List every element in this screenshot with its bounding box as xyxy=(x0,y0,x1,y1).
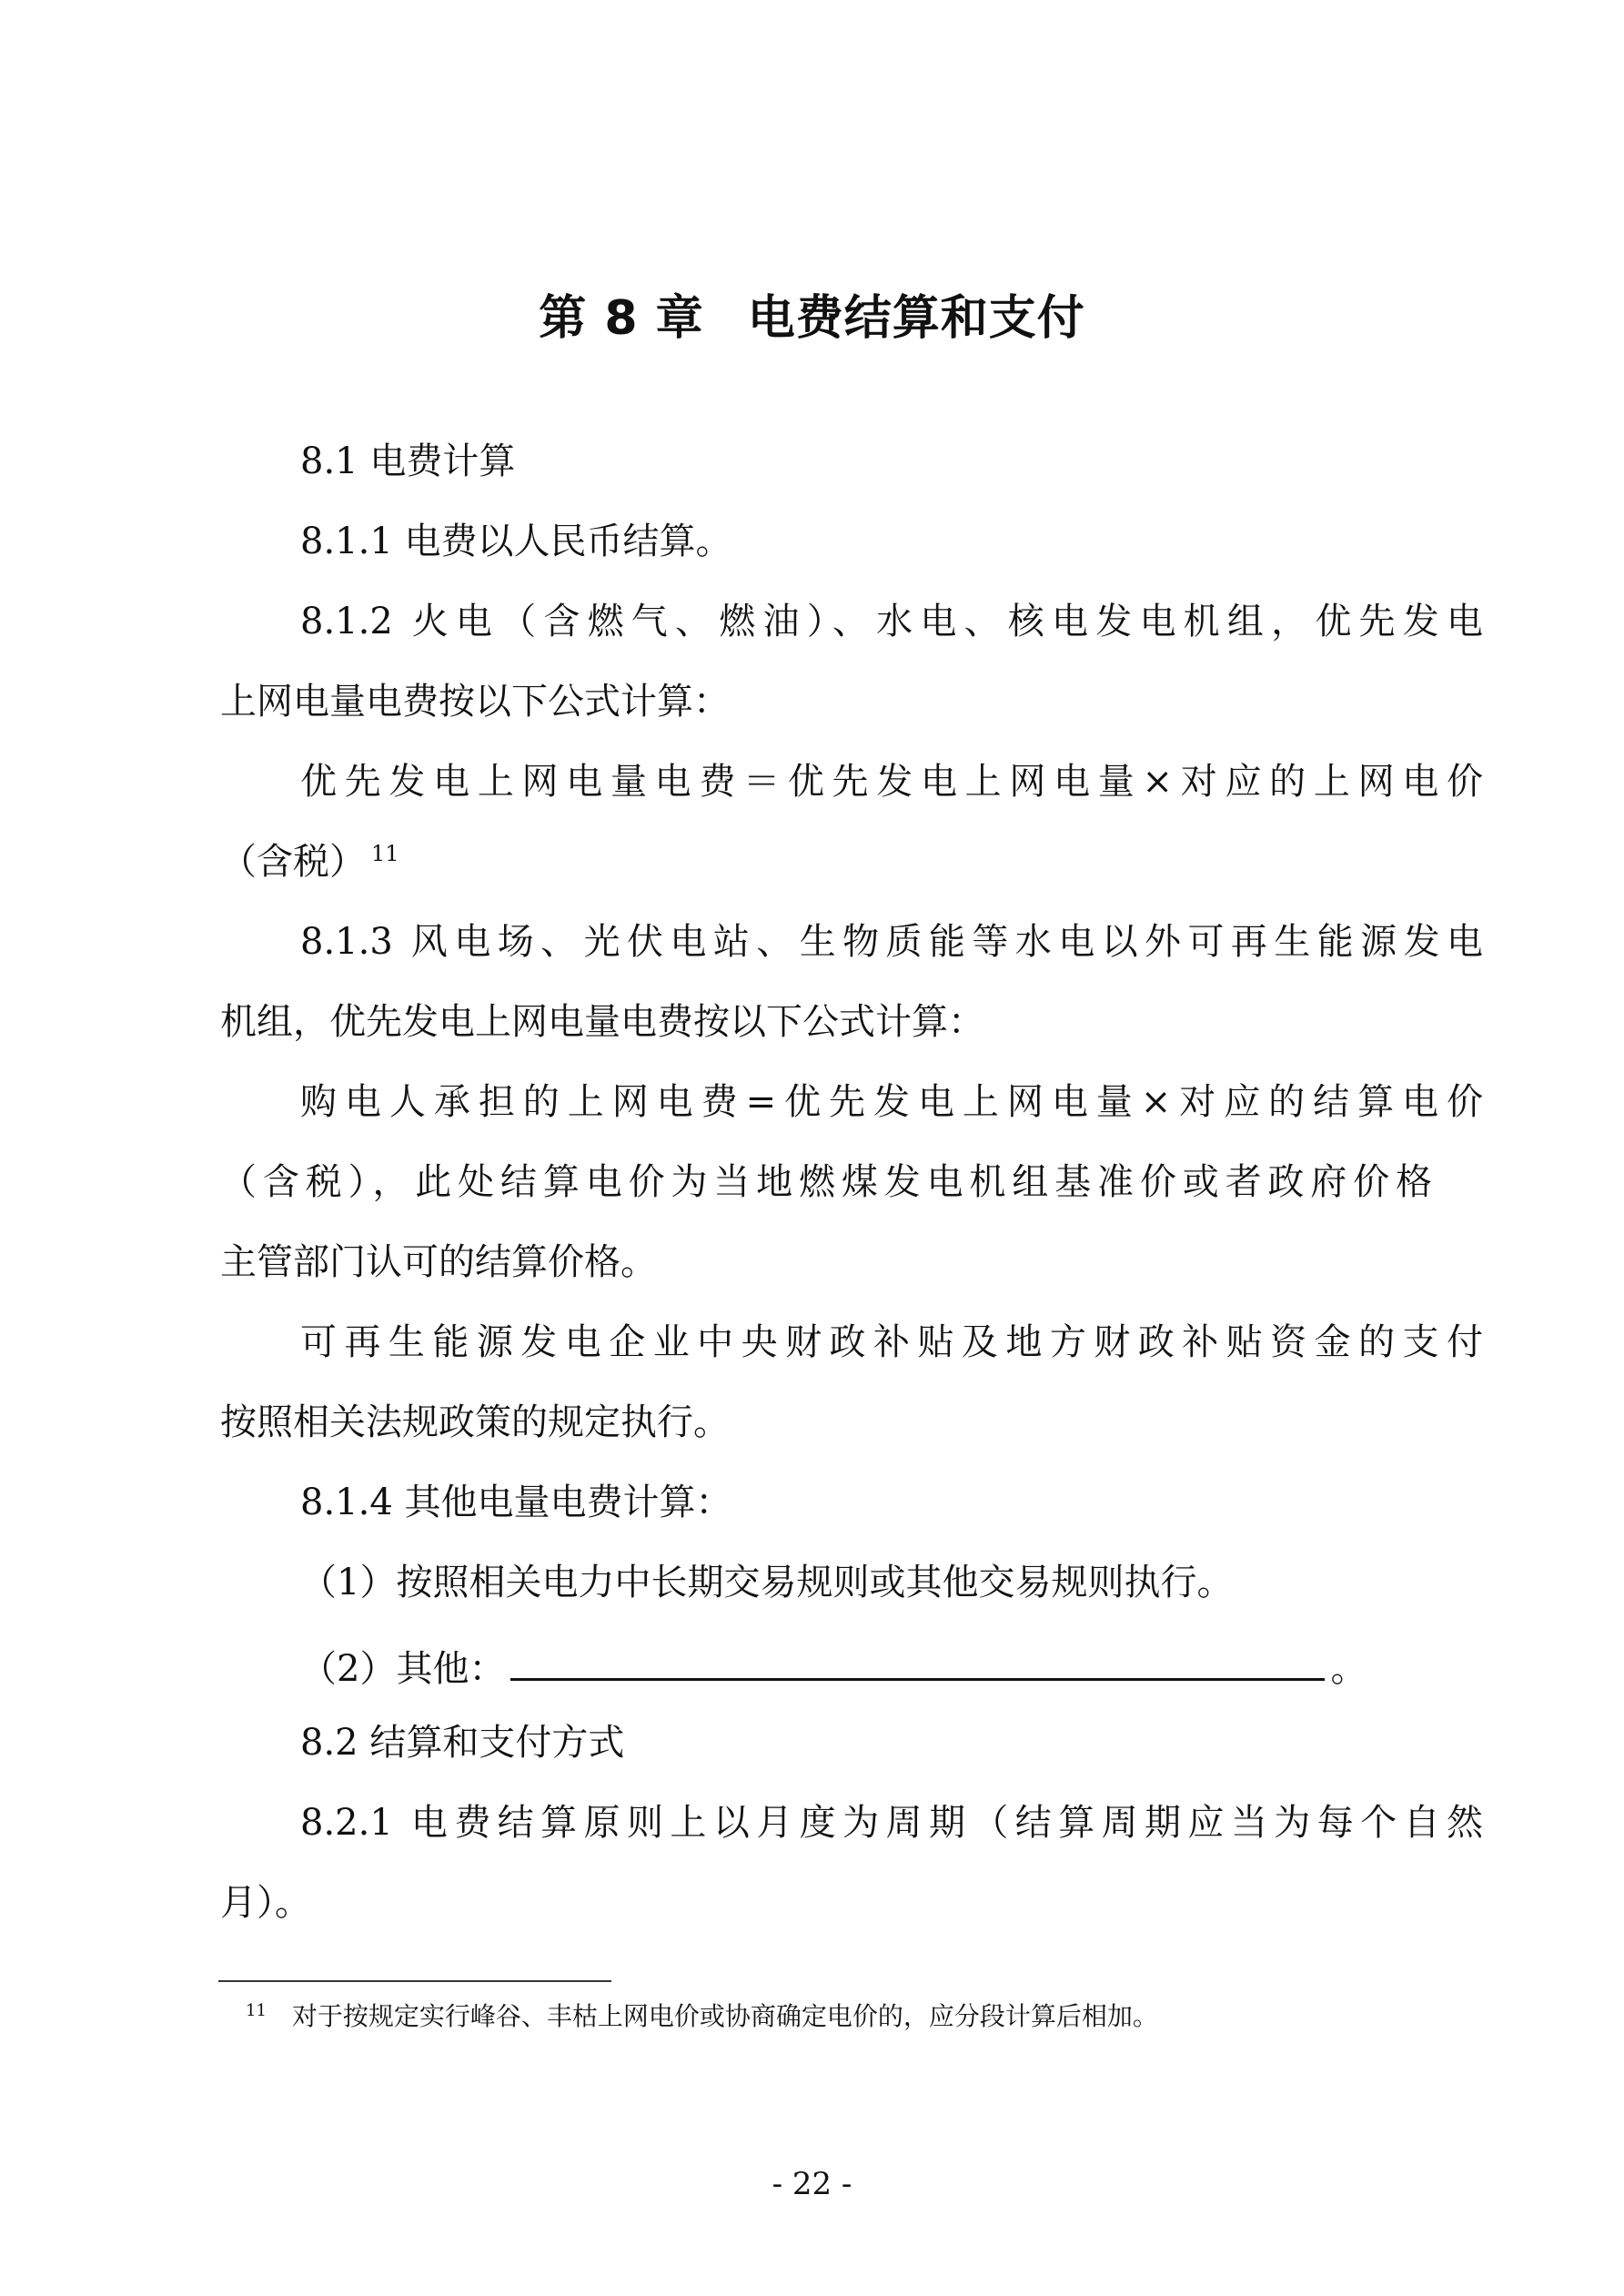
section-8-1-3-line1: 8.1.3 风电场、光伏电站、生物质能等水电以外可再生能源发电 xyxy=(300,921,1483,963)
formula-1-line1: 优先发电上网电量电费＝优先发电上网电量×对应的上网电价 xyxy=(300,761,1483,803)
footnote xyxy=(246,1998,1158,2035)
section-8-1-4: 8.1.4 其他电量电费计算： xyxy=(300,1482,732,1523)
formula-2-line1: 购电人承担的上网电费=优先发电上网电量×对应的结算电价 xyxy=(300,1081,1483,1123)
formula-1-line2 xyxy=(220,837,399,886)
footnote-divider xyxy=(218,1980,611,1982)
subsidy-line1: 可再生能源发电企业中央财政补贴及地方财政补贴资金的支付 xyxy=(300,1321,1483,1363)
footnote-reference: 11 xyxy=(371,840,399,866)
subsidy-line2: 按照相关法规政策的规定执行。 xyxy=(220,1401,730,1443)
list-item-1: （1）按照相关电力中长期交易规则或其他交易规则执行。 xyxy=(300,1562,1234,1603)
list-item-2-label: （2）其他： xyxy=(300,1648,506,1690)
section-8-2-1-line1: 8.2.1 电费结算原则上以月度为周期（结算周期应当为每个自然 xyxy=(300,1802,1483,1844)
section-8-1-heading: 8.1 电费计算 xyxy=(300,440,516,482)
chapter-title xyxy=(0,289,1624,348)
chapter-name: 电费结算和支付 xyxy=(747,291,1085,346)
list-item-2 xyxy=(300,1638,1367,1694)
section-8-1-2-line2: 上网电量电费按以下公式计算： xyxy=(220,681,730,723)
chapter-number: 第 8 章 xyxy=(539,291,704,346)
formula-2-line2: （含税），此处结算电价为当地燃煤发电机组基准价或者政府价格 xyxy=(220,1161,1432,1203)
section-8-1-1: 8.1.1 电费以人民币结算。 xyxy=(300,521,732,562)
section-8-2-heading: 8.2 结算和支付方式 xyxy=(300,1722,625,1764)
formula-1-tax-note: （含税） xyxy=(220,841,366,883)
fill-in-blank[interactable] xyxy=(510,1638,1325,1681)
page-number: - 22 - xyxy=(772,2166,852,2202)
section-8-1-3-line2: 机组，优先发电上网电量电费按以下公式计算： xyxy=(220,1001,984,1043)
list-item-2-end: 。 xyxy=(1330,1648,1367,1690)
formula-2-line3: 主管部门认可的结算价格。 xyxy=(220,1241,657,1283)
section-8-1-2-line1: 8.1.2 火电（含燃气、燃油）、水电、核电发电机组，优先发电 xyxy=(300,601,1483,642)
footnote-text: 对于按规定实行峰谷、丰枯上网电价或协商确定电价的，应分段计算后相加。 xyxy=(291,2001,1158,2031)
footnote-mark: 11 xyxy=(246,2000,267,2020)
section-8-2-1-line2: 月）。 xyxy=(220,1882,311,1924)
